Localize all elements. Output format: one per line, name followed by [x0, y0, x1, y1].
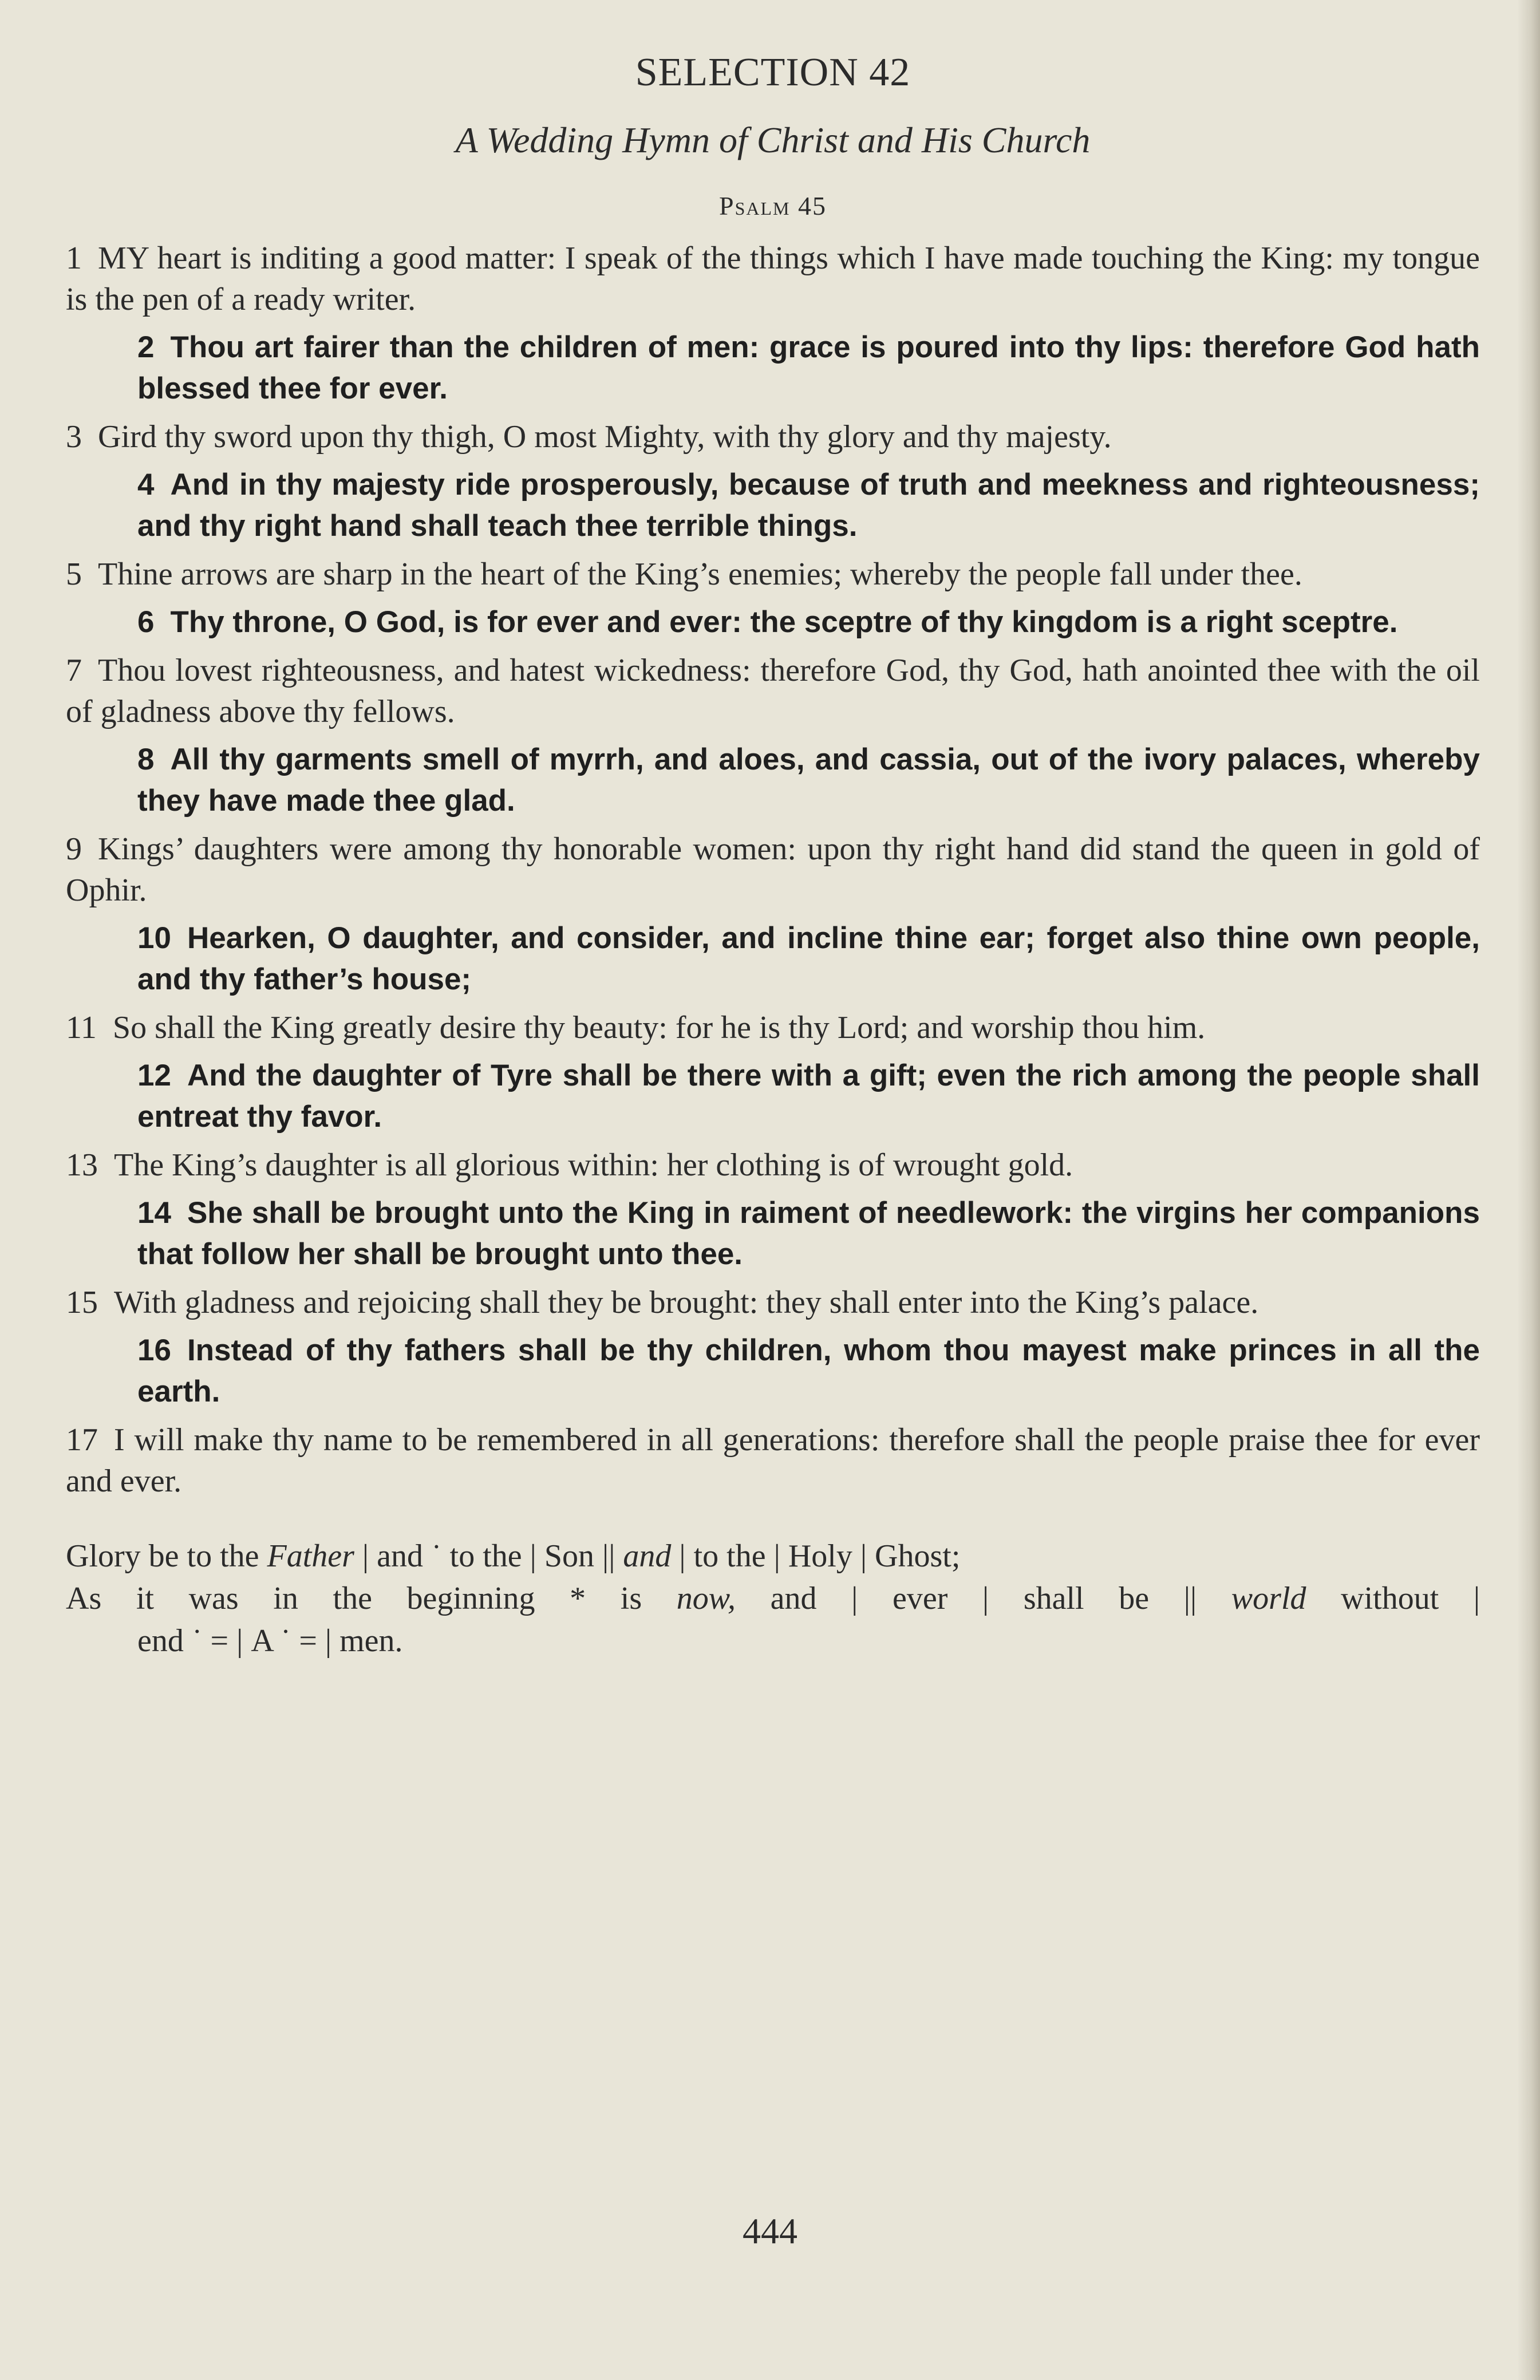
verse-text: Hearken, O daughter, and consider, and incline thine ear; forget also thine own people, and thy father’s house; — [137, 921, 1480, 996]
verse-text: And the daughter of Tyre shall be there with a gift; even the rich among the people shall entreat thy favor. — [137, 1058, 1480, 1134]
gloria-line-2: As it was in the beginning * is now, and | ever | shall be || world without | — [66, 1580, 1480, 1616]
verse-8 — [137, 739, 1480, 822]
gloria-text: Ghost; — [875, 1538, 961, 1574]
verse-5 — [66, 554, 1480, 595]
gloria-text: without — [1341, 1580, 1439, 1616]
verse-number: 7 — [66, 652, 82, 688]
verse-text: Kings’ daughters were among thy honorable women: upon thy right hand did stand the queen in gold of Ophir. — [66, 831, 1480, 908]
verse-7 — [66, 650, 1480, 732]
verse-number: 4 — [137, 467, 155, 502]
verse-14 — [137, 1193, 1480, 1275]
verse-text: And in thy majesty ride prosperously, because of truth and meekness and righteousness; and thy right hand shall teach thee terrible things. — [137, 467, 1480, 543]
gloria-emphasis: now, — [676, 1580, 736, 1616]
verse-number: 10 — [137, 921, 171, 955]
verse-text: I will make thy name to be remembered in all generations: therefore shall the people praise thee for ever and ever. — [66, 1422, 1480, 1499]
gloria-text: As it was in the beginning * is — [66, 1580, 642, 1616]
gloria-emphasis: Father — [267, 1538, 354, 1574]
selection-subtitle: A Wedding Hymn of Christ and His Church — [455, 120, 1091, 160]
verse-number: 16 — [137, 1333, 171, 1367]
gloria-text: Holy — [788, 1538, 852, 1574]
verse-16 — [137, 1330, 1480, 1412]
page-edge-shadow — [1517, 0, 1540, 2380]
verse-number: 15 — [66, 1284, 98, 1320]
gloria-line-1: Glory be to the Father | and ˙ to the | Son || and | to the | Holy | Ghost; — [66, 1538, 961, 1574]
gloria-text: Son — [544, 1538, 594, 1574]
verse-text: MY heart is inditing a good matter: I speak of the things which I have made touching the King: my tongue is the pen of a ready writer. — [66, 240, 1480, 317]
verse-10 — [137, 918, 1480, 1000]
gloria-text: shall be — [1023, 1580, 1150, 1616]
verse-number: 9 — [66, 831, 82, 867]
verse-number: 6 — [137, 605, 155, 639]
psalm-reference: Psalm 45 — [719, 191, 827, 220]
verse-1 — [66, 238, 1480, 320]
verse-9 — [66, 828, 1480, 911]
gloria-text: and — [770, 1580, 817, 1616]
gloria-text: Glory be to the — [66, 1538, 267, 1574]
verse-text: So shall the King greatly desire thy beauty: for he is thy Lord; and worship thou him. — [112, 1009, 1206, 1045]
gloria-text: ever — [892, 1580, 948, 1616]
page-content — [66, 49, 1480, 1662]
verse-text: All thy garments smell of myrrh, and aloes, and cassia, out of the ivory palaces, whereby they have made thee glad. — [137, 742, 1480, 818]
verse-13 — [66, 1144, 1480, 1186]
verse-text: Thine arrows are sharp in the heart of the King’s enemies; whereby the people fall under thee. — [98, 556, 1302, 592]
verse-text: Thou lovest righteousness, and hatest wickedness: therefore God, thy God, hath anointed thee with the oil of gladness above thy fellows. — [66, 652, 1480, 729]
gloria-text: A ˙ = — [251, 1623, 317, 1659]
verse-2 — [137, 327, 1480, 409]
verse-number: 17 — [66, 1422, 98, 1458]
verse-3 — [66, 416, 1480, 457]
gloria-text: and ˙ to the — [377, 1538, 522, 1574]
verse-number: 14 — [137, 1195, 171, 1230]
verse-17 — [66, 1419, 1480, 1502]
verse-text: Gird thy sword upon thy thigh, O most Mighty, with thy glory and thy majesty. — [98, 419, 1112, 455]
verse-number: 1 — [66, 240, 82, 276]
gloria-emphasis: world — [1231, 1580, 1306, 1616]
verse-number: 12 — [137, 1058, 171, 1092]
selection-heading: SELECTION 42 — [635, 50, 911, 94]
verse-number: 8 — [137, 742, 155, 776]
verse-number: 5 — [66, 556, 82, 592]
verse-text: Thou art fairer than the children of men: grace is poured into thy lips: therefore God hath blessed thee for ever. — [137, 330, 1480, 405]
verse-text: Thy throne, O God, is for ever and ever: the sceptre of thy kingdom is a right sceptre. — [170, 605, 1398, 639]
verse-4 — [137, 464, 1480, 547]
verse-text: Instead of thy fathers shall be thy children, whom thou mayest make princes in all the earth. — [137, 1333, 1480, 1408]
verse-15 — [66, 1282, 1480, 1323]
page-number: 444 — [743, 2211, 797, 2251]
gloria-emphasis: and — [623, 1538, 672, 1574]
gloria-text: end ˙ = — [137, 1623, 229, 1659]
verse-text: She shall be brought unto the King in raiment of needlework: the virgins her companions that follow her shall be brought unto thee. — [137, 1195, 1480, 1271]
verse-number: 3 — [66, 419, 82, 455]
verse-list — [66, 238, 1480, 1502]
verse-number: 11 — [66, 1009, 97, 1045]
gloria-text: men. — [339, 1623, 403, 1659]
gloria-text: to the — [693, 1538, 766, 1574]
verse-number: 13 — [66, 1147, 98, 1183]
gloria-line-3: end ˙ = | A ˙ = | men. — [137, 1623, 403, 1659]
verse-text: The King’s daughter is all glorious within: her clothing is of wrought gold. — [114, 1147, 1073, 1183]
verse-6 — [137, 602, 1480, 643]
verse-text: With gladness and rejoicing shall they be brought: they shall enter into the King’s palace. — [114, 1284, 1259, 1320]
verse-number: 2 — [137, 330, 155, 364]
verse-12 — [137, 1055, 1480, 1138]
verse-11 — [66, 1007, 1480, 1048]
gloria-patri — [66, 1535, 1480, 1662]
